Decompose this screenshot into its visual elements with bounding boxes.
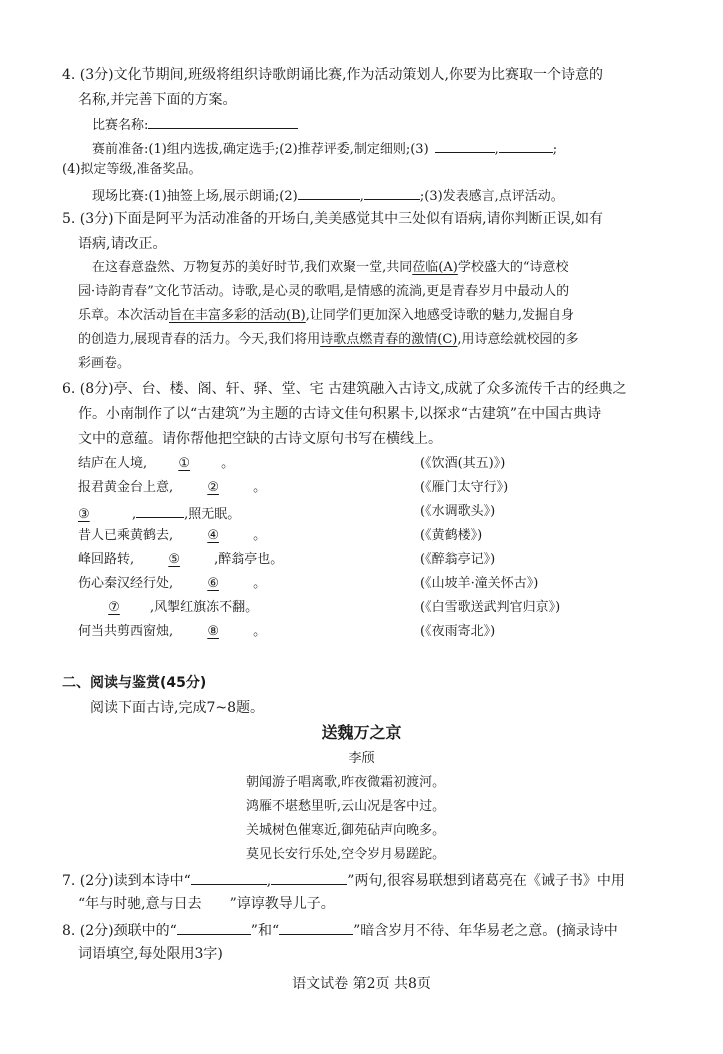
answer-blank-4[interactable]: ④ [207, 528, 219, 543]
answer-blank-5[interactable]: ⑤ [168, 552, 180, 567]
verse-text: 。 [221, 456, 235, 471]
poem-line-2: 鸿雁不堪愁里听,云山况是客中过。 [246, 799, 446, 814]
q4-stem-line1: 4. (3分)文化节期间,班级将组织诗歌朗诵比赛,作为活动策划人,你要为比赛取一个诗意的 [62, 67, 603, 83]
comma: , [494, 142, 499, 157]
q5-underline-a: 莅临(A) [412, 260, 458, 275]
q6-row-8 [78, 623, 638, 641]
q5-para-line5: 彩画卷。 [78, 356, 131, 371]
q6-stem-line1: 6. (8分)亭、台、楼、阁、轩、驿、堂、宅 古建筑融入古诗文,成就了众多流传千古的经典之 [62, 381, 627, 397]
q8-text: ”和“ [250, 923, 280, 939]
q4-prep-blank-1[interactable] [435, 138, 495, 153]
answer-blank-6[interactable]: ⑥ [207, 576, 219, 591]
q8-line1 [62, 920, 618, 940]
poem-line-1: 朝闻游子唱离歌,昨夜微霜初渡河。 [246, 775, 446, 790]
q7-text: 7. (2分)读到本诗中“ [62, 873, 191, 889]
q5-stem-line1: 5. (3分)下面是阿平为活动准备的开场白,美美感觉其中三处似有语病,请你判断正误,如有 [62, 211, 603, 227]
q6-row-6 [78, 575, 638, 593]
q7-text: “年与时驰,意与日去 [78, 896, 202, 912]
q4-onsite-blank-2[interactable] [364, 185, 420, 200]
q8-text: 8. (2分)颈联中的“ [62, 923, 177, 939]
verse-text: 。 [253, 624, 267, 639]
q5-para-line4 [78, 331, 579, 349]
comma: , [359, 189, 364, 204]
section-intro: 阅读下面古诗,完成7~8题。 [90, 700, 264, 716]
q7-text: ”两句,很容易联想到诸葛亮在《诫子书》中用 [347, 873, 625, 889]
q4-onsite-blank-1[interactable] [298, 185, 360, 200]
q6-row-3 [78, 503, 638, 524]
q5-text: ,用诗意绘就校园的多 [457, 332, 579, 347]
answer-blank-7[interactable]: ⑦ [108, 600, 120, 615]
poem-author: 李颀 [348, 751, 375, 766]
q8-blank-1[interactable] [177, 920, 251, 935]
verse-text: 。 [253, 576, 267, 591]
q4-onsite-row [92, 185, 564, 206]
q4-onsite-text: 现场比赛:(1)抽签上场,展示朗诵;(2) [92, 189, 298, 204]
source-title: (《醉翁亭记》) [420, 552, 496, 567]
q5-text: 乐章。本次活动 [78, 308, 170, 323]
source-title: (《黄鹤楼》) [420, 528, 483, 543]
answer-blank-8[interactable]: ⑧ [207, 624, 219, 639]
q5-underline-b: 旨在丰富多彩的活动(B) [169, 308, 306, 323]
q5-underline-c: 诗歌点燃青春的激情(C) [320, 332, 458, 347]
q7-blank-2[interactable] [271, 870, 347, 885]
q8-text: ”暗含岁月不待、年华易老之意。(摘录诗中 [353, 923, 618, 939]
verse-text: 伤心秦汉经行处, [78, 576, 174, 591]
q8-line2: 词语填空,每处限用3字) [78, 946, 223, 962]
source-title: (《雁门太守行》) [420, 480, 509, 495]
q4-prep-row [92, 138, 557, 159]
poem-line-4: 莫见长安行乐处,空令岁月易蹉跎。 [246, 847, 446, 862]
q7-text: ”谆谆教导儿子。 [229, 896, 335, 912]
source-title: (《白雪歌送武判官归京》) [420, 600, 561, 615]
q5-para-line1 [92, 259, 568, 277]
q6-row-2 [78, 479, 638, 497]
source-title: (《山坡羊·潼关怀古》) [420, 576, 539, 591]
q4-name-blank[interactable] [148, 114, 298, 129]
source-title: (《水调歌头》) [420, 504, 496, 519]
q5-text: 在这春意盎然、万物复苏的美好时节,我们欢聚一堂,共同 [92, 260, 413, 275]
q5-para-line3 [78, 307, 574, 325]
q6-row-4 [78, 527, 638, 545]
verse-text: ,风掣红旗冻不翻。 [150, 600, 259, 615]
q6-stem-line2: 作。小南制作了以“古建筑”为主题的古诗文佳句积累卡,以探求“古建筑”在中国古典诗 [78, 406, 602, 422]
verse-text: ,照无眠。 [184, 507, 241, 522]
poem-title: 送魏万之京 [321, 723, 402, 742]
q4-name-label: 比赛名称: [92, 118, 149, 133]
verse-text: 何当共剪西窗烛, [78, 624, 174, 639]
q4-prep-row2: (4)拟定等级,准备奖品。 [62, 162, 202, 177]
page-footer: 语文试卷 第2页 共8页 [292, 976, 431, 992]
q7-text: , [266, 873, 272, 889]
verse-text: 峰回路转, [78, 552, 135, 567]
semicolon: ; [552, 142, 558, 157]
verse-text: 。 [253, 480, 267, 495]
q4-onsite-text2: ;(3)发表感言,点评活动。 [419, 189, 564, 204]
q5-stem-line2: 语病,请改正。 [78, 236, 167, 252]
verse-text: 报君黄金台上意, [78, 480, 174, 495]
q4-prep-text: 赛前准备:(1)组内选拔,确定选手;(2)推荐评委,制定细则;(3) [92, 142, 429, 157]
q7-line2 [78, 895, 335, 913]
verse-text: 。 [253, 528, 267, 543]
q4-stem-line2: 名称,并完善下面的方案。 [78, 92, 237, 108]
q6-row-7 [78, 599, 678, 617]
source-title: (《夜雨寄北》) [420, 624, 496, 639]
section-heading: 二、阅读与鉴赏(45分) [62, 675, 207, 691]
poem-line-3: 关城树色催寒近,御苑砧声向晚多。 [246, 823, 446, 838]
q6-row-5 [78, 551, 638, 569]
verse-text: 昔人已乘黄鹤去, [78, 528, 174, 543]
q7-blank-1[interactable] [191, 870, 267, 885]
answer-blank-3[interactable]: ③ [78, 507, 90, 522]
verse-text: , [132, 507, 137, 522]
q4-prep-blank-2[interactable] [499, 138, 553, 153]
source-title: (《饮酒(其五)》) [420, 456, 506, 471]
q6-row-1 [78, 455, 638, 473]
answer-blank-1[interactable]: ① [178, 456, 190, 471]
q5-text: ,让同学们更加深入地感受诗歌的魅力,发掘自身 [305, 308, 574, 323]
verse-text: 结庐在人境, [78, 456, 148, 471]
q8-blank-2[interactable] [279, 920, 353, 935]
q5-text: 的创造力,展现青春的活力。今天,我们将用 [78, 332, 321, 347]
answer-blank-3b[interactable] [136, 503, 184, 518]
q5-para-line2: 园·诗韵青春”文化节活动。诗歌,是心灵的歌唱,是情感的流淌,更是青春岁月中最动人的 [78, 284, 570, 299]
answer-blank-2[interactable]: ② [207, 480, 219, 495]
q4-name-row [92, 114, 298, 135]
q6-stem-line3: 文中的意蕴。请你帮他把空缺的古诗文原句书写在横线上。 [78, 431, 442, 447]
q5-text: 学校盛大的“诗意校 [457, 260, 569, 275]
verse-text: ,醉翁亭也。 [214, 552, 284, 567]
q7-line1 [62, 870, 625, 890]
